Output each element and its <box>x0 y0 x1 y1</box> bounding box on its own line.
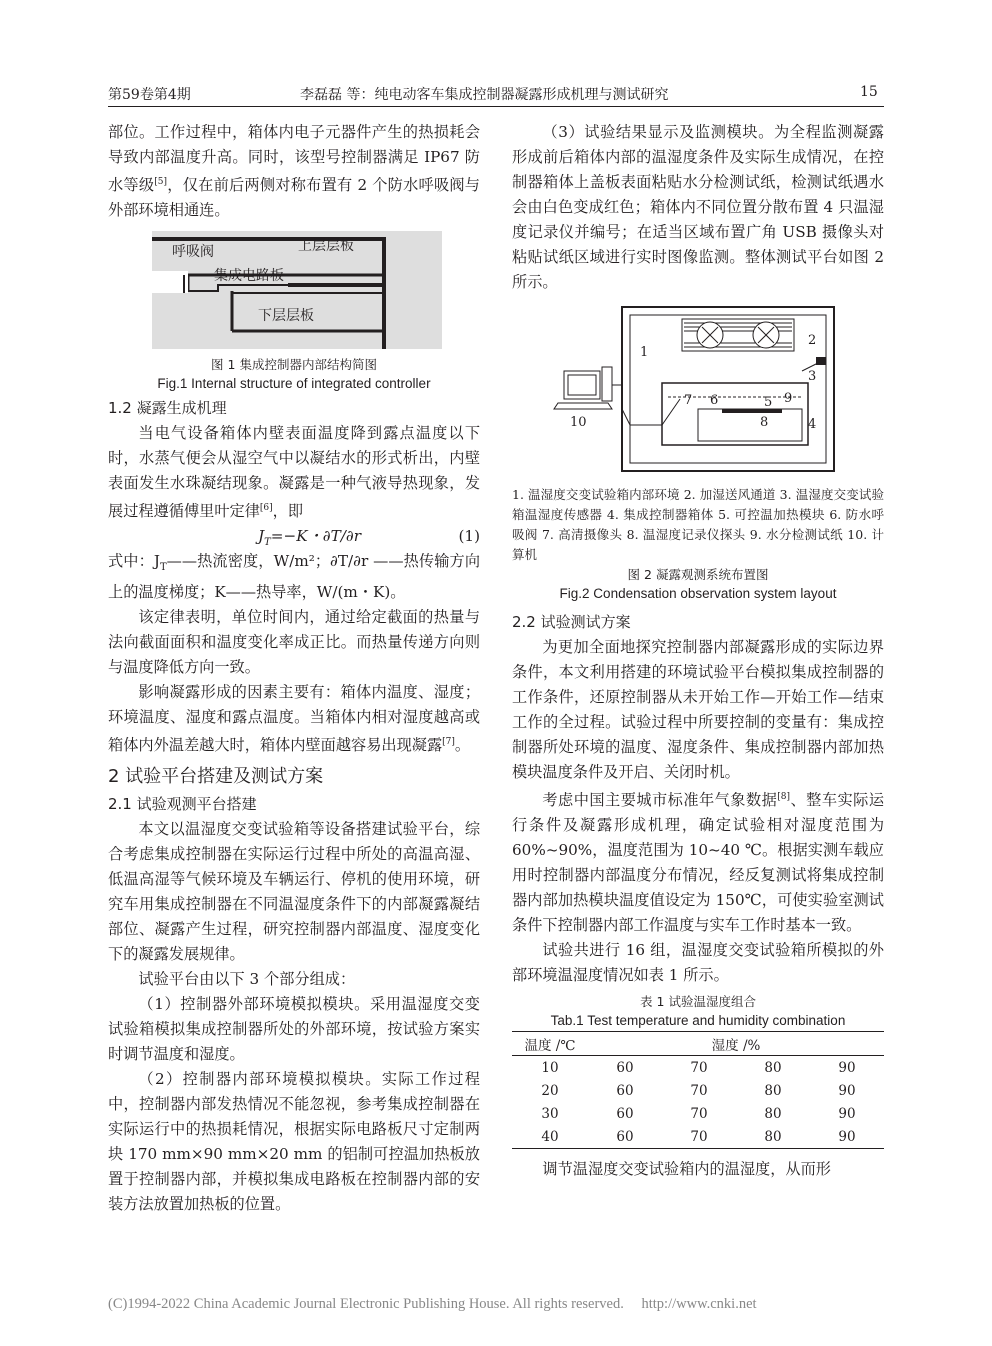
paragraph-2-1b: 试验平台由以下 3 个部分组成： <box>138 970 356 989</box>
paragraph-2-2a: 为更加全面地探究控制器内部凝露形成的实际边界条件，本文利用搭建的环境试验平台模拟集成控制器的工作条件，还原控制器从未开始工作—开始工作—结束工作的全过程。试验过程中所要控制的变量有：集成控制器所处环境的温度、湿度条件、集成控制器内部加热模块温度条件及开启、关闭时机。 <box>512 638 884 781</box>
paragraph-2-2c: 试验共进行 16 组，温湿度交变试验箱所模拟的外部环境温湿度情况如表 1 所示。 <box>512 941 884 985</box>
section-2-1-heading: 2.1 试验观测平台搭建 <box>108 795 257 814</box>
right-column <box>512 120 884 1182</box>
table-row: 40 60 70 80 90 <box>541 1128 856 1145</box>
fig2-label-10: 10 <box>570 415 587 430</box>
figure-2-caption-cn: 图 2 凝露观测系统布置图 <box>627 567 769 582</box>
figure-1 <box>148 231 446 351</box>
equation-number: (1) <box>458 527 480 546</box>
section-2-heading: 2 试验平台搭建及测试方案 <box>108 766 324 788</box>
citation-6: [6] <box>259 503 273 514</box>
figure-2-caption-en: Fig.2 Condensation observation system layout <box>559 586 837 601</box>
figure-2 <box>512 305 884 485</box>
fig2-label-2: 2 <box>808 333 817 348</box>
copyright-footer <box>108 1296 757 1313</box>
running-title: 李磊磊 等：纯电动客车集成控制器凝露形成机理与测试研究 <box>300 87 669 103</box>
citation-7: [7] <box>442 737 455 748</box>
condensation-system-diagram <box>512 305 884 485</box>
paragraph-1-2a: 当电气设备箱体内壁表面温度降到露点温度以下时，水蒸气便会从湿空气中以凝结水的形式析出，内壁表面发生水珠凝结现象。凝露是一种气液导热现象，发展过程遵循傅里叶定律[6]，即 <box>108 424 480 521</box>
label-upper-board: 上层层板 <box>298 238 354 255</box>
table-row: 10 60 70 80 90 <box>541 1059 856 1076</box>
fig2-label-7: 7 <box>684 393 693 408</box>
paragraph-1-2c: 影响凝露形成的因素主要有：箱体内温度、湿度；环境温度、湿度和露点温度。当箱体内相对湿度越高或箱体内外温差越大时，箱体内壁面越容易出现凝露[7]。 <box>108 683 480 755</box>
table-header-humidity: 湿度 /% <box>588 1032 884 1056</box>
section-1-2-heading: 1.2 凝露生成机理 <box>108 399 227 418</box>
fig2-label-4: 4 <box>808 417 817 432</box>
citation-5: [5] <box>154 177 168 187</box>
paragraph-end: 调节温湿度交变试验箱内的温湿度，从而形 <box>542 1160 831 1179</box>
table-1 <box>512 1031 884 1149</box>
section-2-2-heading: 2.2 试验测试方案 <box>512 613 631 631</box>
fig2-label-1: 1 <box>640 345 649 360</box>
copyright-text: (C)1994-2022 China Academic Journal Electronic Publishing House. All rights reserved. <box>108 1296 624 1312</box>
header-rule <box>108 106 884 107</box>
table-1-caption-en: Tab.1 Test temperature and humidity combination <box>550 1013 846 1029</box>
cnki-link[interactable]: http://www.cnki.net <box>641 1296 757 1312</box>
fig2-label-9: 9 <box>784 391 793 406</box>
journal-issue: 第59卷第4期 <box>108 87 191 103</box>
paragraph-3: （3）试验结果显示及监测模块。为全程监测凝露形成前后箱体内部的温湿度条件及实际生成情况，在控制器箱体上盖板表面粘贴水分检测试纸，检测试纸遇水会由白色变成红色；箱体内不同位置分散布置 4 只温湿度记录仪并编号；在适当区域布置广角 USB 摄像头对粘贴试纸区域进行实时图像监测。整体测试平台如图 2 所示。 <box>512 123 884 291</box>
label-breather-valve: 呼吸阀 <box>172 244 214 261</box>
table-1-caption-cn: 表 1 试验温湿度组合 <box>640 994 756 1010</box>
paragraph-2-2b: 考虑中国主要城市标准年气象数据[8]、整车实际运行条件及凝露形成机理，确定试验相对湿度范围为 60%~90%，温度范围为 10~40 ℃。根据实测车载应用时控制器内部温度分布情况，经反复测试将集成控制器内部加热模块温度值设定为 150℃，可使实验室测试条件下控制器内部工作温度与实车工作时基本一致。 <box>512 791 885 935</box>
paragraph-1-2b: 该定律表明，单位时间内，通过给定截面的热量与法向截面面积和温度变化率成正比。而热量传递方向则与温度降低方向一致。 <box>108 608 480 677</box>
paragraph-2-1d: （2）控制器内部环境模拟模块。实际工作过程中，控制器内部发热情况不能忽视，参考集成控制器在实际运行中的热损耗情况，根据实际电路板尺寸定制两块 170 mm×90 mm×20 mm 的铝制可控温加热板放置于控制器内部，并模拟集成电路板在控制器内部的安装方法放置加热板的位置。 <box>108 1070 480 1214</box>
figure-1-caption-en: Fig.1 Internal structure of integrated controller <box>157 376 431 392</box>
table-row: 20 60 70 80 90 <box>541 1082 856 1099</box>
label-lower-board: 下层层板 <box>258 308 314 325</box>
fig2-label-8: 8 <box>760 415 769 430</box>
table-row: 30 60 70 80 90 <box>541 1105 856 1122</box>
paragraph-2-1c: （1）控制器外部环境模拟模块。采用温湿度交变试验箱模拟集成控制器所处的外部环境，按试验方案实时调节温度和湿度。 <box>108 995 480 1064</box>
paragraph-intro: 部位。工作过程中，箱体内电子元器件产生的热损耗会导致内部温度升高。同时，该型号控制器满足 IP67 防水等级[5]，仅在前后两侧对称布置有 2 个防水呼吸阀与外部环境相通连。 <box>108 123 480 220</box>
paragraph-2-1a: 本文以温湿度交变试验箱等设备搭建试验平台，综合考虑集成控制器在实际运行过程中所处的高温高湿、低温高湿等气候环境及车辆运行、停机的使用环境，研究车用集成控制器在不同温湿度条件下的内部凝露凝结部位、凝露产生过程，研究控制器内部温度、湿度变化下的凝露发展规律。 <box>108 820 480 964</box>
page-number: 15 <box>860 84 878 100</box>
figure-1-caption-cn: 图 1 集成控制器内部结构简图 <box>211 357 377 373</box>
fig2-label-5: 5 <box>764 395 773 410</box>
left-column <box>108 120 480 1217</box>
paragraph-where: 式中：$J_T——$热流密度，W/m²；∂T/∂r ——热传输方向上的温度梯度；K——热导率，W/(m・K)。 <box>108 552 481 602</box>
table-header-temp: 温度 /℃ <box>512 1032 588 1056</box>
figure-2-legend: 1. 温湿度交变试验箱内部环境 2. 加湿送风通道 3. 温湿度交变试验箱温湿度传感器 4. 集成控制器箱体 5. 可控温加热模块 6. 防水呼吸阀 7. 高清摄像头 8. 温湿度记录仪探头 9. 水分检测试纸 10. 计算机 <box>512 487 884 562</box>
equation-1: $J_T=-K$・∂T/∂r (1) <box>108 524 480 549</box>
label-circuit-board: 集成电路板 <box>214 268 284 285</box>
fig2-label-6: 6 <box>710 393 719 408</box>
citation-8: [8] <box>777 792 791 802</box>
fig2-label-3: 3 <box>808 369 817 384</box>
